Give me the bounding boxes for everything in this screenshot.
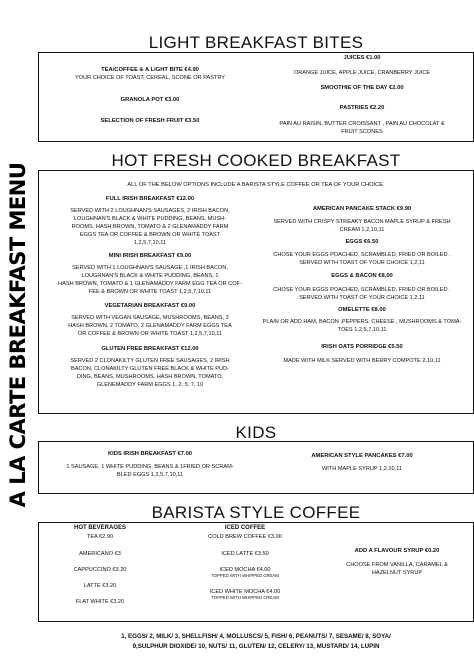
side-title-container [0,135,36,535]
gluten-free-line: SERVED 2 CLONAKILTY GLUTEN FREE SAUSAGES, 2 IRISH [70,358,230,364]
porridge-title: IRISH OATS PORRIDGE €5.50 [321,344,403,350]
mini-irish-title: MINI IRISH BREAKFAST €9.00 [108,253,192,259]
iced-coffee-item: ICED MOCHA €4.00 [219,567,271,573]
kids-irish-desc-2: BLED EGGS 1,2,5,7,10,11 [116,472,184,478]
hot-beverages-title: HOT BEVERAGES [73,525,126,531]
juices-desc: ORANGE JUICE, APPLE JUICE, CRANBERRY JUICE [293,70,431,76]
iced-coffee-item: ICED LATTE €3.50 [221,551,269,557]
hot-beverage-item: TEA €2.90 [86,534,114,540]
kids-irish-title: KIDS IRISH BREAKFAST €7.00 [107,451,193,457]
mini-irish-line: SERVED WITH 1 LOUGHNAN'S SAUSAGE ,1 IRISH BACON, [72,265,228,271]
fresh-fruit: SELECTION OF FRESH FRUIT €3.50 [100,118,200,124]
vegetarian-line: HASH BROWN, 2 TOMATO, 2 GLENAMADDY FARM EGGS TEA [68,323,232,329]
omelette-title: OMELETTE €8.00 [338,307,386,313]
eggs-bacon-line: SERVED WITH TOAST OF YOUR CHOICE 1,2,11 [299,295,425,301]
eggs-title: EGGS €6.50 [345,239,379,245]
flavour-syrup-desc-2: HAZELNUT SYRUP [371,570,423,576]
full-irish-title: FULL IRISH BREAKFAST €12.00 [105,196,195,202]
eggs-line: CHOSE YOUR EGGS POACHED, SCRAMBLED, FRIED OR BOILED . [273,252,451,258]
kids-pancakes-desc: WITH MAPLE SYRUP 1,2,10,11 [322,466,402,472]
pancake-stack-title: AMERICAN PANCAKE STACK €9.90 [312,206,412,212]
mini-irish-line: LOUGHNAN'S BLACK & WHITE PUDDING, BEANS, 1 [81,273,219,279]
porridge-line: MADE WITH MILK SERVED WITH BERRY COMPOTE 2,10,11 [283,358,441,364]
allergen-line-1: 1, EGGS/ 2, MILK/ 3, SHELLFISH/ 4, MOLLUSCS/ 5, FISH/ 6, PEANUTS/ 7, SESAME/ 8, SOYA/ [121,633,391,640]
vegetarian-line: SERVED WITH VEGAN SAUSAGE, MUSHROOMS, BEANS, 2 [71,315,229,321]
full-irish-line: ROOMS, HASH BROWN, TOMATO & 2 GLENAMADDY FARM [71,224,229,230]
flavour-syrup-title: ADD A FLAVOUR SYRUP €0.20 [354,548,440,554]
iced-coffee-title: ICED COFFEE [224,525,266,531]
pastries-title: PASTRIES €2.20 [339,105,385,111]
eggs-bacon-line: CHOSE YOUR EGGS POACHED, SCRAMBLED, FRIED OR BOILED . [273,287,451,293]
hot-beverage-item: AMERICANO €3 [79,551,121,557]
gluten-free-line: GLENEMADDY FARM EGGS 1, 2, 5, 7, 10 [96,382,204,388]
pastries-desc-2: FRUIT SCONES [341,129,383,135]
gluten-free-line: DING, BEANS, MUSHROOMS, HASH BROWN, TOMATO, [76,374,224,380]
iced-coffee-note: TOPPED WITH WHIPPED CREAM [211,573,279,578]
hot-breakfast-heading: HOT FRESH COOKED BREAKFAST [111,151,401,170]
kids-heading: KIDS [235,423,277,442]
omelette-line: TOES 1,2,5,7,10,11 [337,327,387,333]
mini-irish-line: HASH BROWN, TOMATO & 1 GLENAMADDY FARM EGG TEA OR COF- [58,281,242,287]
allergen-key [38,632,474,652]
barista-heading: BARISTA STYLE COFFEE [151,503,361,522]
pastries-desc-1: PAIN AU RAISIN, BUTTER CROISSANT , PAIN AU CHOCOLAT & [279,121,445,127]
kids-pancakes-title: AMERICAN STYLE PANCAKES €7.00 [311,453,413,459]
hot-intro: ALL OF THE BELOW OPTIONS INCLUDE A BARISTA STYLE COFFEE OR TEA OF YOUR CHOICE. [127,182,385,188]
tea-coffee-desc: YOUR CHOICE OF TOAST, CEREAL, SCONE OR PASTRY [74,75,226,81]
full-irish-line: EGGS TEA OR COFFEE & BROWN OR WHITE TOAST [79,232,221,238]
vegetarian-title: VEGETARIAN BREAKFAST €9.00 [104,303,196,309]
granola-pot: GRANOLA POT €3.00 [120,97,180,103]
omelette-line: PLAIN OR ADD HAM, BACON ,PEPPERS, CHEESE , MUSHROOMS & TOMA- [262,319,462,325]
flavour-syrup-desc-1: CHOOSE FROM VANILLA, CARAMEL & [346,562,448,568]
full-irish-line: SERVED WITH 2 LOUGHNAN'S SAUSAGES, 2 IRISH BACON, [70,208,230,214]
eggs-bacon-title: EGGS & BACON €8.00 [331,273,393,279]
smoothie: SMOOTHIE OF THE DAY €2.00 [320,85,404,91]
vegetarian-line: OR COFFEE & BROWN OR WHITE TOAST 1,2,5,7,10,11 [77,331,223,337]
hot-beverage-item: LATTE €3.20 [83,583,117,589]
full-irish-line: LOUGHNAN'S BLACK & WHITE PUDDING, BEANS, MUSH- [73,216,227,222]
hot-beverage-item: FLAT WHITE €3.20 [75,599,125,605]
iced-coffee-note: TOPPED WITH WHIPPED CREAM [211,595,279,600]
iced-coffee-item: ICED WHITE MOCHA €4.00 [209,589,281,595]
allergen-line-2: 9,SULPHUR DIOXIDE/ 10, NUTS/ 11, GLUTEN/ 12, CELERY/ 13, MUSTARD/ 14, LUPIN [132,643,380,650]
kids-irish-desc-1: 1 SAUSAGE, 1 WHITE PUDDING, BEANS & 1FRIED OR SCRAM- [66,464,234,470]
gluten-free-line: BACON, CLONAKILTY GLUTEN FREE BLACK & WHITE PUD- [70,366,229,372]
mini-irish-line: FEE & BROWN OR WHITE TOAST 1,2,5,7,10,11 [88,289,212,295]
eggs-line: SERVED WITH TOAST OF YOUR CHOICE 1,2,11 [299,260,425,266]
side-title: A LA CARTE BREAKFAST MENU [6,162,30,508]
hot-beverage-item: CAPPUCCINO €3.20 [73,567,127,573]
iced-coffee-item: COLD BREW COFFEE €3.00 [208,534,282,540]
juices-title: JUICES €1.00 [343,55,381,61]
pancake-stack-line: CREAM 1,2,10,11 [339,227,385,233]
tea-coffee-title: TEA/COFFEE & A LIGHT BITE €4.90 [101,67,199,73]
full-irish-line: 1,2,5,7,10,11 [133,240,167,246]
pancake-stack-line: SERVED WITH CRISPY STREAKY BACON MAPLE SYRUP & FRESH [273,219,451,225]
gluten-free-title: GLUTEN FREE BREAKFAST €12.00 [101,346,199,352]
light-breakfast-heading: LIGHT BREAKFAST BITES [148,33,364,52]
